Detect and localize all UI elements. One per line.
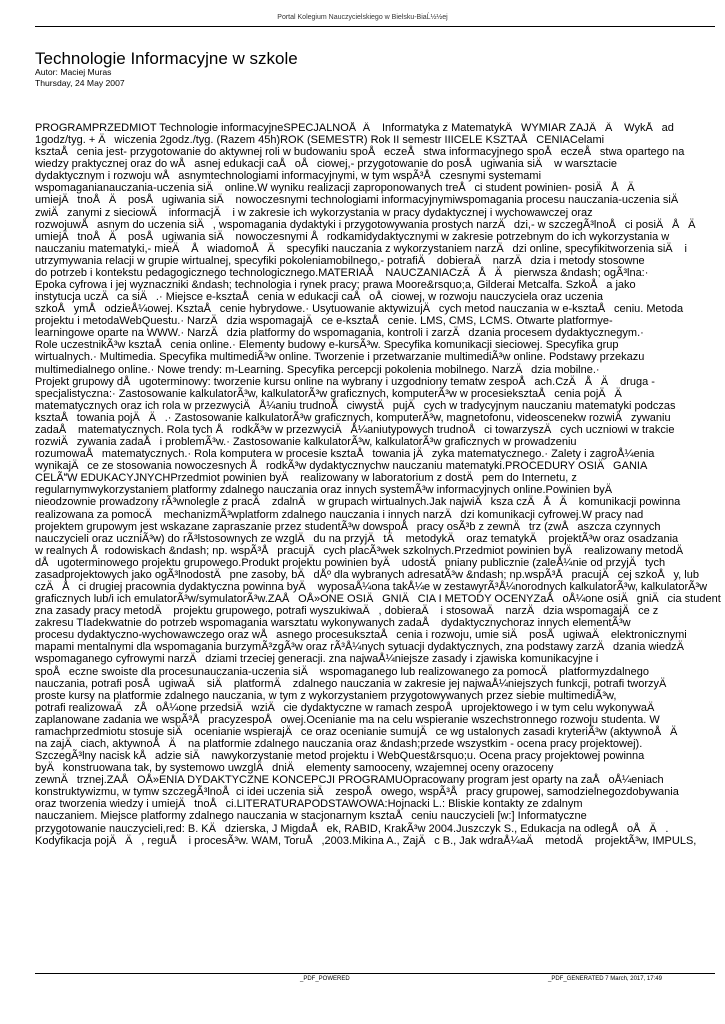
body-line: ramachprzedmiotu stosuje siÄ ocenianie wspierajÄ ce oraz ocenianie sumujÄ ce wg ustalonych zasadi kryteriÃ³w (aktywnoÅÄ [35,725,687,738]
body-line: wiedzy praktycznej oraz do wÅasnej edukacji caÅoÅciowej,- przygotowanie do posÅugiwania siÄ w warsztacie [35,158,618,171]
body-line: ksztaÅtowania pojÄÄ.· Zastosowanie kalkulatorÃ³w graficznych, komputerÃ³w, magnetofonu, videoscenekw rozwiÄ zywaniu [35,411,671,424]
body-line: procesu dydaktyczno-wychowawczego oraz wÅasnego procesuksztaÅcenia i rozwoju, umie siÄ posÅugiwaÄ elektronicznymi [35,629,687,642]
footer-divider [35,973,715,974]
body-line: proste kursy na platformie zdalnego nauczania, w tym z wykorzystaniem przygotowywanych przez siebie multimediÃ³w, [35,689,617,702]
footer-powered: _PDF_POWERED [300,976,350,982]
body-line: instytucja uczÄ ca siÄ.· Miejsce e-ksztaÅcenia w edukacji caÅoÅciowej, w rozwoju nauczyciela oraz uczenia [35,291,603,304]
body-line: konstruktywizmu, w tymw szczegÃ³lnoÅci idei uczenia siÄ zespoÅowego, wspÃ³Åpracy grupowej, samodzielnegozdobywania [35,786,679,799]
body-line: rozumowaÅmatematycznych.· Rola komputera w procesie ksztaÅtowania jÄzyka matematycznego.· Zalety i zagroÅ¼enia [35,448,655,461]
body-line: Projekt grupowy dÅugoterminowy: tworzenie kursu online na wybrany i uzgodniony tematw zespoÅach.CzÄÅÄ druga - [35,375,655,388]
body-line: rozwiÄ zywania zadaÅi problemÃ³w.· Zastosowanie kalkulatorÃ³w, kalkulatorÃ³w graficznych w prowadzeniu [35,436,577,449]
body-line: zna zasady pracy metodÄ projektu grupowego, potrafi wyszukiwaÄ, dobieraÄ i stosowaÄ narzÄdzia wspomagajÄ ce z [35,605,659,618]
body-line: zasadprojektowych jako ogÃ³lnodostÄpne zasoby, bÄ dÅº dla wybranych adresatÃ³w &ndash; np.wspÃ³ÅpracujÄ cej szkoÅy, lub [35,568,699,581]
body-line: graficznych lub/i ich emulatorÃ³w/symulatorÃ³w.ZAÅOÅ»ONE OSIÄGNIÄCIA I METODY OCENYZaÅoÅ¼one osiÄ gniÄcia student [35,593,721,606]
article-body [35,122,725,967]
body-line: utrzymywania relacji w grupie wirtualnej, specyfiki pokoleniamobilnego,- potrafiÄ dobieraÄ narzÄdzia i metody stosowne [35,254,645,267]
body-line: rozwojuwÅasnym do uczenia siÄ, wspomagania dydaktyki i przygotowywania prostych narzÄdzi,- w szczegÃ³lnoÅci posiÄ ÅÄ [35,218,705,231]
body-line: dydaktycznym i rozwoju wÅasnymtechnologiami informacyjnymi, w tym wspÃ³Åczesnymi systemami [35,170,542,183]
body-line: potrafi realizowaÄ zÅoÅ¼one przedsiÄwziÄcie dydaktyczne w ramach zespoÅuprojektowego i w tym celu wykonywaÄ [35,701,664,714]
body-line: nauczycieli oraz uczniÃ³w) do rÃ³lstosownych ze wzglÄdu na przyjÄtÄ metodykÄ oraz tematykÄ projektÃ³w oraz osadzania [35,532,679,545]
body-line: Epoka cyfrowa i jej wyznaczniki &ndash; technologia i rynek pracy; prawa Moore&rsquo;a, Gilderai Metcalfa. SzkoÅa jako [35,279,636,292]
body-line: umiejÄtnoÅÄ posÅugiwania siÄ nowoczesnymi technologiami informacyjnymiwspomagania procesu nauczania-uczenia siÄ [35,194,687,207]
body-line: multimedialnego online.· Nowe trendy: m-Learning. Specyfika percepcji pokolenia mobilnego. NarzÄdzia mobilne.· [35,363,600,376]
article-author: Autor: Maciej Muras [35,67,112,77]
body-line: wynikajÄ ce ze stosowania nowoczesnych ÅrodkÃ³w dydaktycznychw nauczaniu matematyki.PROCEDURY OSIÄGANIA [35,460,648,473]
body-line: byÄkonstruowana tak, by systemowo uwzglÄdniÄ elementy samooceny, wzajemnej oceny orazoceny [35,762,554,775]
body-line: projektu i metodaWebQuestu.· NarzÄdzia wspomagajÄ ce e-ksztaÅcenie. LMS, CMS, LCMS. Otwarte platformye- [35,315,613,328]
body-line: Kodyfikacja pojÄÄ, reguÅ i procesÃ³w. WAM, ToruÅ,2003.Mikina A., ZajÄ c B., Jak wdraÅ¼aÄ metodÄ projektÃ³w, IMPULS, [35,834,697,847]
body-line: SzczegÃ³lny nacisk kÅadzie siÄ nawykorzystanie metod projektu i WebQuest&rsquo;u. Ocena pracy projektowej powinna [35,750,645,763]
body-line: regularnymwykorzystaniem platformy zdalnego nauczania oraz innych systemÃ³w informacyjnych online.Powinien byÄ [35,484,621,497]
body-line: w realnych Årodowiskach &ndash; np. wspÃ³ÅpracujÄ cych placÃ³wek szkolnych.Przedmiot powinien byÄ realizowany metodÄ [35,544,692,557]
body-line: wirtualnych.· Multimedia. Specyfika multimediÃ³w online. Tworzenie i przetwarzanie multimediÃ³w online. Podstawy przekazu [35,351,645,364]
body-line: Role uczestnikÃ³w ksztaÅcenia online.· Elementy budowy e-kursÃ³w. Specyfika komunikacji sieciowej. Specyfika grup [35,339,619,352]
body-line: zadaÅ matematycznych. Rola tych ÅrodkÃ³w w przezwyciÄÅ¼aniutypowych trudnoÅci towarzyszÄ cych uczniowi w trakcie [35,423,675,436]
header-divider [35,26,715,27]
article-date: Thursday, 24 May 2007 [35,77,125,88]
body-line: zaplanowane zadania we wspÃ³ÅpracyzespoÅowej.Ocenianie ma na celu wspieranie wszechstronnego rozwoju studenta. W [35,713,660,726]
body-line: wspomaganego cyfrowymi narzÄdziami trzeciej generacji. zna najwaÅ¼niejsze zasady i zjawiska komunikacyjne i [35,653,599,666]
body-line: na zajÄciach, aktywnoÅÄ na platformie zdalnego nauczania oraz &ndash;przede wszystkim - ocena pracy projektowej). [35,737,643,750]
body-line: CELÃW EDUKACYJNYCHPrzedmiot powinien byÄ realizowany w laboratorium z dostÄpem do Internetu, z [35,472,577,485]
body-line: spoÅeczne swoiste dla procesunauczania-uczenia siÄ wspomaganego lub realizowanego za pomocÄ platformyzdalnego [35,665,650,678]
body-line: PROGRAMPRZEDMIOT Technologie informacyjneSPECJALNOÅÄ Informatyka z MatematykÄ WYMIAR ZAJÄÄ WykÅad [35,122,674,134]
body-line: umiejÄtnoÅÄ posÅugiwania siÄ nowoczesnymi Årodkamidydaktycznymi w zakresie potrzebnym do ich wykorzystania w [35,230,670,243]
body-line: mapami mentalnymi dla wspomagania burzymÃ³zgÃ³w oraz rÃ³Å¼nych sytuacji dydaktycznych, zna podstawy zarzÄ dzania wiedzÄ [35,641,693,654]
footer-generated: _PDF_GENERATED 7 March, 2017, 17:49 [548,976,662,982]
body-line: nieodzownie prowadzony rÃ³wnolegle z pracÄ zdalnÄ w grupach wirtualnych.Jak najwiÄksza czÄÅÄ komunikacji powinna [35,496,681,509]
article-meta [35,67,125,88]
body-line: szkoÅymÅodzieÅ¼owej. KsztaÅcenie hybrydowe.· Usytuowanie aktywizujÄ cych metod nauczania w e-ksztaÅceniu. Metoda [35,303,684,316]
body-line: wspomaganianauczania-uczenia siÄ online.W wyniku realizacji zaproponowanych treÅci student powinien- posiÄ ÅÄ [35,182,644,195]
body-line: oraz tworzenia wiedzy i umiejÄtnoÅci.LITERATURAPODSTAWOWA:Hojnacki L.: Bliskie kontakty ze zdalnym [35,798,583,811]
body-line: nauczaniem. Miejsce platformy zdalnego nauczania w stacjonarnym ksztaÅceniu nauczycieli [w:] Informatyczne [35,810,587,823]
body-line: specjalistyczna:· Zastosowanie kalkulatorÃ³w, kalkulatorÃ³w graficznych, komputerÃ³w w procesieksztaÅcenia pojÄÄ [35,387,631,400]
body-line: dÅugoterminowego projektu grupowego.Produkt projektu powinien byÄ udostÄpniany publicznie (zaleÅ¼nie od przyjÄtych [35,556,666,569]
body-line: przygotowanie nauczycieli,red: B. KÄdzierska, J MigdaÅek, RABID, KrakÃ³w 2004.Juszczyk S., Edukacja na odlegÅoÅÄ. [35,822,669,835]
body-line: ksztaÅcenia jest- przygotowanie do aktywnej roli w budowaniu spoÅeczeÅstwa informacyjnego spoÅeczeÅstwa opartego na [35,146,685,159]
body-line: nauczaniu matematyki,- mieÄ ÅwiadomoÅÄ specyfiki nauczania z wykorzystaniem narzÄdzi online, specyfikitworzenia siÄ i [35,242,687,255]
body-line: zwiÄ zanymi z sieciowÄ informacjÄ i w zakresie ich wykorzystania w pracy dydaktycznej i wychowawczej oraz [35,206,593,219]
body-line: learningowe oparte na WWW.· NarzÄdzia platformy do wspomagania, kontroli i zarzÄ dzania procesem dydaktycznegym.· [35,327,644,340]
article-title: Technologie Informacyjne w szkole [35,49,298,69]
body-line: nauczania, potrafi posÅugiwaÄ siÄ platformÄ zdalnego nauczania w zakresie jej najwaÅ¼niejszych funkcji, potrafi tworzyÄ [35,677,676,690]
body-line: matematycznych oraz ich rola w przezwyciÄÅ¼aniu trudnoÅciwystÄpujÄ cych w tradycyjnym nauczaniu matematyki podczas [35,399,676,412]
body-line: zakresu TIadekwatnie do potrzeb wspomagania warsztatu wykonywanych zadaÅ dydaktycznychoraz innych elementÃ³w [35,617,631,630]
body-line: projektem grupowym jest wskazane zapraszanie przez studentÃ³w dowspoÅpracy osÃ³b z zewnÄ trz (zwÅaszcza czynnych [35,520,661,533]
body-line: realizowana za pomocÄ mechanizmÃ³wplatform zdalnego nauczania i innych narzÄdzi komunikacji cyfrowej.W pracy nad [35,508,644,521]
body-line: 1godz/tyg. + Äwiczenia 2godz./tyg. (Razem 45h)ROK (SEMESTR) Rok II semestr IIICELE KSZTAÅCENIACelami [35,134,605,147]
page-header: Portal Kolegium Nauczycielskiego w Bielsku-BiaĹ½½ej [277,14,448,21]
body-line: zewnÄtrznej.ZAÅOÅ»ENIA DYDAKTYCZNE KONCEPCJI PROGRAMUOpracowany program jest oparty na zaÅoÅ¼eniach [35,774,664,787]
body-line: czÄÅci drugiej pracownia dydaktyczna powinna byÄ wyposaÅ¼ona takÅ¼e w zestawyrÃ³Å¼norodnych kalkulatorÃ³w, kalkulatorÃ³w [35,580,708,593]
body-line: do potrzeb i kontekstu pedagogicznego technologicznego.MATERIAÅ NAUCZANIACzÄÅÄ pierwsza &ndash; ogÃ³lna:· [35,266,649,279]
